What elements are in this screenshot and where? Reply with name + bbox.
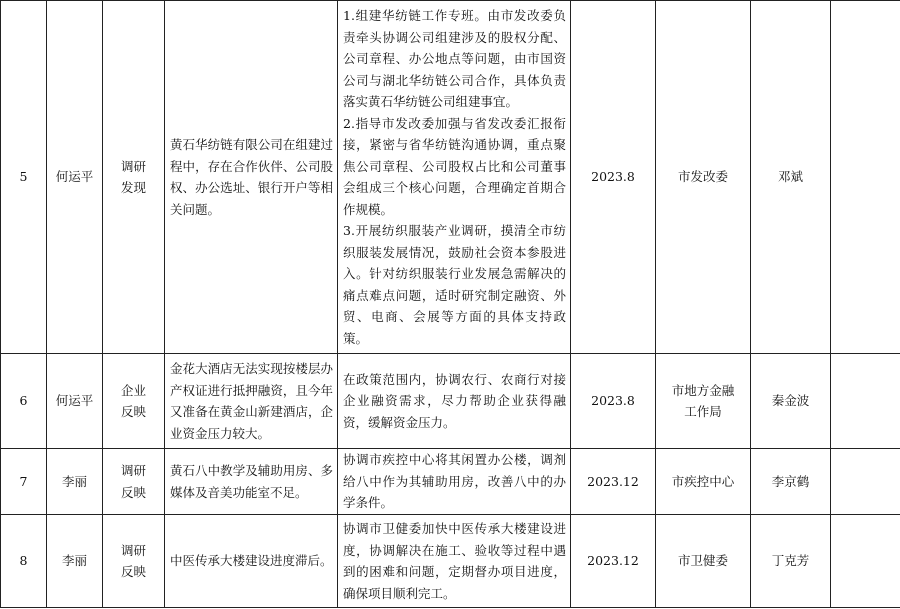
- responsible-unit: 市发改委: [656, 1, 751, 354]
- measure-item: 在政策范围内，协调农行、农商行对接企业融资需求，尽力帮助企业获得融资，缓解资金压力。: [343, 371, 566, 430]
- category-cell: [103, 515, 165, 608]
- category-line: 调研: [120, 158, 146, 174]
- responsible-unit: 市卫健委: [656, 515, 751, 608]
- measures-cell: [338, 515, 571, 608]
- row-number: 5: [1, 1, 47, 354]
- measures-cell: [338, 354, 571, 449]
- problem-text: 黄石八中教学及辅助用房、多媒体及音美功能室不足。: [165, 449, 338, 515]
- remark-cell: [831, 515, 900, 608]
- category-line: 发现: [120, 180, 146, 195]
- responsible-person: 丁克芳: [751, 515, 831, 608]
- table-row: [1, 1, 900, 354]
- category-line: 反映: [120, 484, 146, 500]
- problem-text: 金花大酒店无法实现按楼层办产权证进行抵押融资，且今年又准备在黄金山新建酒店，企业资金压力较大。: [165, 354, 338, 449]
- deadline: 2023.8: [571, 1, 656, 354]
- unit-text: 市地方金融工作局: [671, 382, 735, 419]
- category-line: 调研: [120, 542, 146, 558]
- category-cell: [103, 449, 165, 515]
- measures-cell: [338, 449, 571, 515]
- table-row: [1, 354, 900, 449]
- leader-name: 李丽: [47, 449, 103, 515]
- measure-item: 协调市疾控中心将其闲置办公楼，调剂给八中作为其辅助用房，改善八中的办学条件。: [343, 452, 566, 511]
- problem-text: 黄石华纺链有限公司在组建过程中，存在合作伙伴、公司股权、办公选址、银行开户等相关问题。: [165, 1, 338, 354]
- measure-item: 1.组建华纺链工作专班。由市发改委负责牵头协调公司组建涉及的股权分配、公司章程、办公地点等问题，由市国资公司与湖北华纺链公司合作，具体负责落实黄石华纺链公司组建事宜。: [343, 8, 566, 109]
- measure-item: 协调市卫健委加快中医传承大楼建设进度，协调解决在施工、验收等过程中遇到的困难和问题，定期督办项目进度，确保项目顺利完工。: [343, 521, 566, 601]
- measure-item: 2.指导市发改委加强与省发改委汇报衔接，紧密与省华纺链沟通协调，重点聚焦公司章程、公司股权占比和公司董事会组成三个核心问题，合理确定首期合作规模。: [343, 115, 566, 217]
- responsible-person: 秦金波: [751, 354, 831, 449]
- deadline: 2023.12: [571, 515, 656, 608]
- problem-text: 中医传承大楼建设进度滞后。: [165, 515, 338, 608]
- deadline: 2023.8: [571, 354, 656, 449]
- remark-cell: [831, 354, 900, 449]
- row-number: 7: [1, 449, 47, 515]
- table-row: [1, 515, 900, 608]
- deadline: 2023.12: [571, 449, 656, 515]
- category-line: 反映: [120, 564, 146, 579]
- measures-cell: [338, 1, 571, 354]
- category-line: 调研: [120, 463, 146, 478]
- category-line: 反映: [120, 404, 146, 419]
- category-cell: [103, 354, 165, 449]
- remark-cell: [831, 449, 900, 515]
- row-number: 6: [1, 354, 47, 449]
- remark-cell: [831, 1, 900, 354]
- responsible-unit: 市疾控中心: [656, 449, 751, 515]
- responsible-unit: [656, 354, 751, 449]
- category-line: 企业: [120, 382, 146, 398]
- category-cell: [103, 1, 165, 354]
- leader-name: 何运平: [47, 354, 103, 449]
- table-row: [1, 449, 900, 515]
- measure-item: 3.开展纺织服装产业调研，摸清全市纺织服装发展情况，鼓励社会资本参股进入。针对纺织服装行业发展急需解决的痛点难点问题，适时研究制定融资、外贸、电商、会展等方面的具体支持政策。: [343, 223, 566, 346]
- responsible-person: 李京鹤: [751, 449, 831, 515]
- row-number: 8: [1, 515, 47, 608]
- leader-name: 李丽: [47, 515, 103, 608]
- leader-name: 何运平: [47, 1, 103, 354]
- responsible-person: 邓斌: [751, 1, 831, 354]
